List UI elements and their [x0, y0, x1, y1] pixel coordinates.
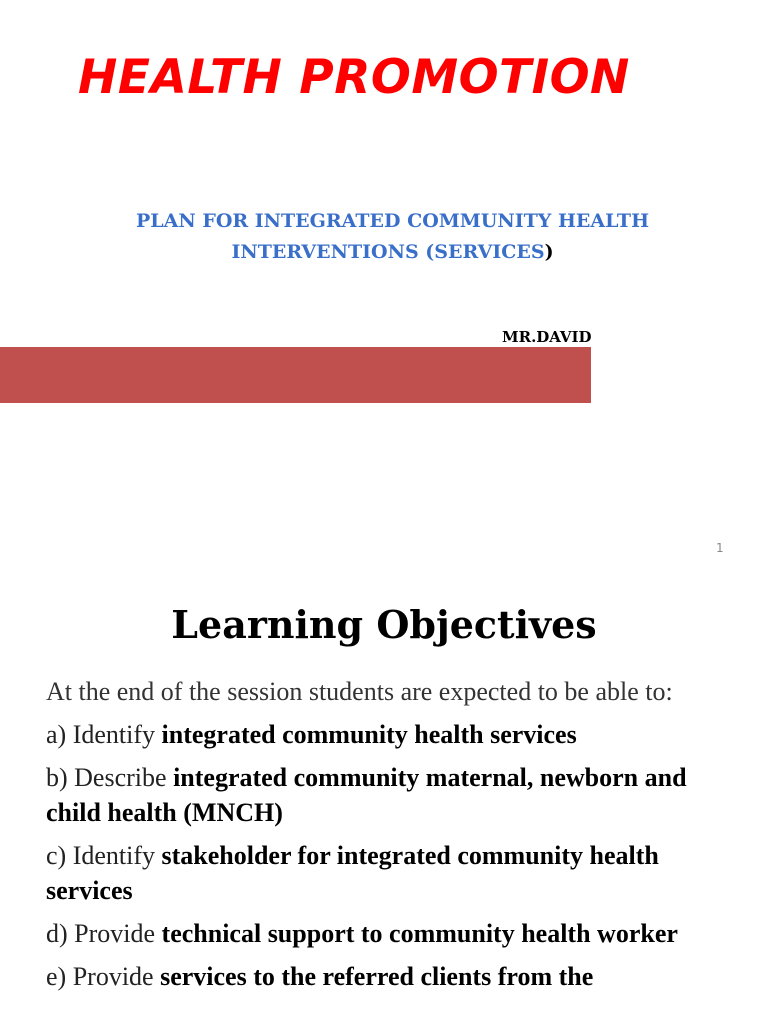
subtitle-line1: PLAN FOR INTEGRATED COMMUNITY HEALTH: [135, 210, 650, 232]
objective-item: [46, 959, 746, 994]
objectives-list: [46, 674, 746, 994]
subtitle-line2: INTERVENTIONS (SERVICES: [231, 241, 545, 263]
decorative-red-bar: [0, 347, 591, 403]
objective-prefix: b) Describe: [46, 763, 174, 792]
slide-learning-objectives: [0, 576, 768, 1024]
objectives-intro: At the end of the session students are expected to be able to:: [46, 677, 673, 706]
page-number: 1: [716, 541, 724, 555]
objective-item: [46, 717, 746, 752]
main-title: HEALTH PROMOTION: [78, 50, 630, 105]
subtitle: [60, 206, 725, 268]
author-name: MR.DAVID: [502, 328, 592, 346]
objective-text: stakeholder for integrated community health services: [46, 841, 659, 905]
objective-item: [46, 838, 746, 908]
objective-prefix: d) Provide: [46, 919, 162, 948]
objectives-title: Learning Objectives: [171, 602, 597, 647]
objective-prefix: a) Identify: [46, 720, 162, 749]
subtitle-close-paren: ): [544, 241, 554, 263]
objective-text: integrated community health services: [161, 720, 577, 749]
objective-text: integrated community maternal, newborn and child health (MNCH): [46, 763, 687, 827]
objective-text: technical support to community health worker: [161, 919, 678, 948]
objective-prefix: e) Provide: [46, 962, 161, 991]
objective-item: [46, 916, 746, 951]
objective-text: services to the referred clients from the: [160, 962, 594, 991]
objective-item: [46, 760, 746, 830]
objective-prefix: c) Identify: [46, 841, 162, 870]
